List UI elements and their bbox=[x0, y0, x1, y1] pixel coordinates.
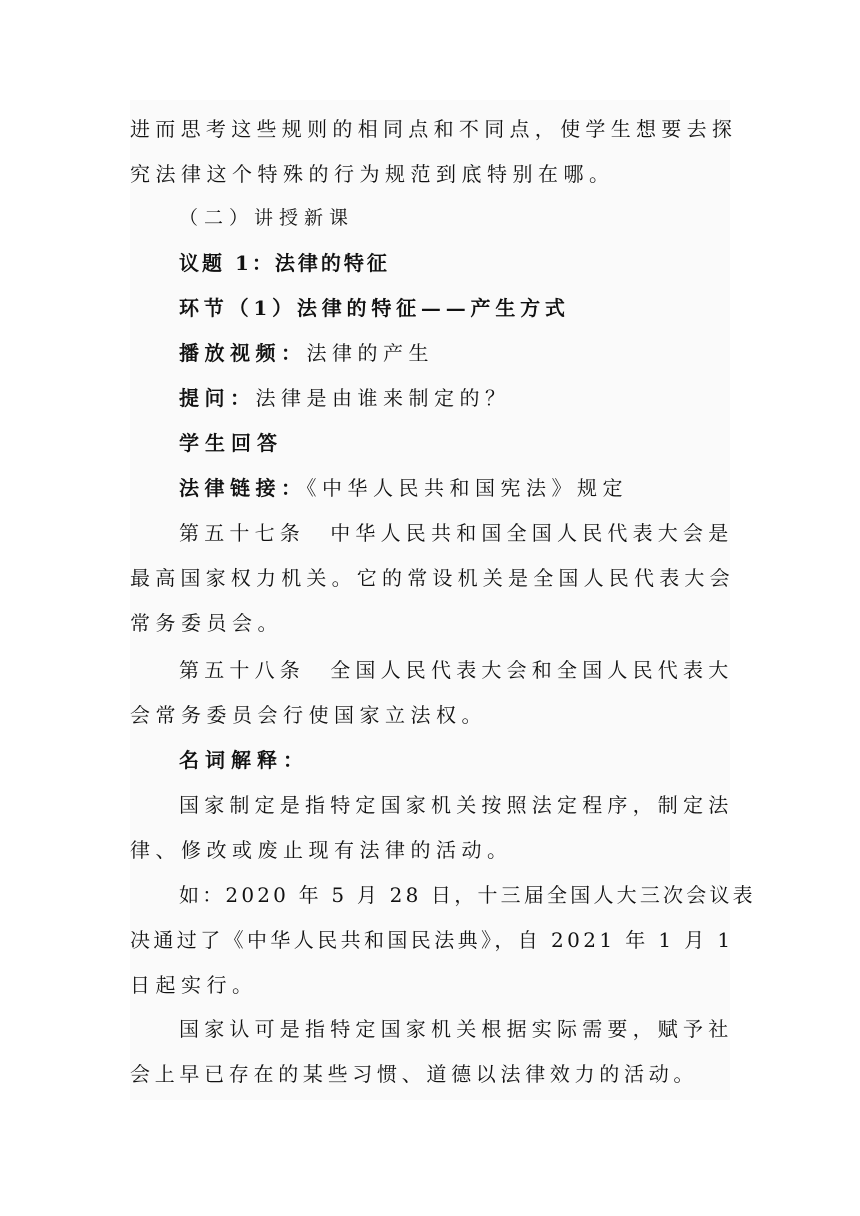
topic-heading: 议题 1：法律的特征 bbox=[179, 251, 390, 275]
video-label: 播放视频： bbox=[179, 341, 307, 365]
article-57-line: 第五十七条 中华人民共和国全国人民代表大会是 bbox=[179, 521, 734, 545]
paragraph-line bbox=[130, 114, 738, 144]
example-line: 决通过了《中华人民共和国民法典》，自 2021 年 1 月 1 bbox=[130, 928, 734, 952]
question-text: 法律是由谁来制定的？ bbox=[255, 386, 511, 410]
term-explanation-label: 名词解释： bbox=[179, 748, 309, 772]
paragraph-line: 究法律这个特殊的行为规范到底特别在哪。 bbox=[130, 162, 615, 186]
section-heading: （二）讲授新课 bbox=[179, 207, 355, 229]
video-line bbox=[179, 338, 434, 368]
law-link-line bbox=[179, 473, 628, 503]
law-link-text: 《中华人民共和国宪法》规定 bbox=[306, 476, 628, 500]
example-line: 如：2020 年 5 月 28 日，十三届全国人大三次会议表 bbox=[179, 883, 756, 907]
article-58-line: 会常务委员会行使国家立法权。 bbox=[130, 703, 487, 727]
law-link-label: 法律链接： bbox=[179, 476, 307, 500]
article-58-line: 第五十八条 全国人民代表大会和全国人民代表大 bbox=[179, 658, 734, 682]
article-57-line: 最高国家权力机关。它的常设机关是全国人民代表大会 bbox=[130, 566, 735, 590]
video-title: 法律的产生 bbox=[306, 341, 434, 365]
definition-line: 国家认可是指特定国家机关根据实际需要，赋予社 bbox=[179, 1017, 734, 1041]
step-heading: 环节（1）法律的特征——产生方式 bbox=[179, 296, 570, 320]
example-line: 日起实行。 bbox=[130, 973, 258, 997]
article-57-line: 常务委员会。 bbox=[130, 611, 283, 635]
definition-line: 会上早已存在的某些习惯、道德以法律效力的活动。 bbox=[130, 1062, 699, 1086]
definition-line: 律、修改或废止现有法律的活动。 bbox=[130, 838, 513, 862]
definition-line: 国家制定是指特定国家机关按照法定程序，制定法 bbox=[179, 793, 734, 817]
text-block bbox=[130, 100, 756, 1100]
student-answer-label: 学生回答 bbox=[179, 431, 283, 455]
question-line bbox=[179, 383, 511, 413]
question-label: 提问： bbox=[179, 386, 256, 410]
line-text: 进而思考这些规则的相同点和不同点，使学生想要去探 bbox=[130, 117, 738, 141]
